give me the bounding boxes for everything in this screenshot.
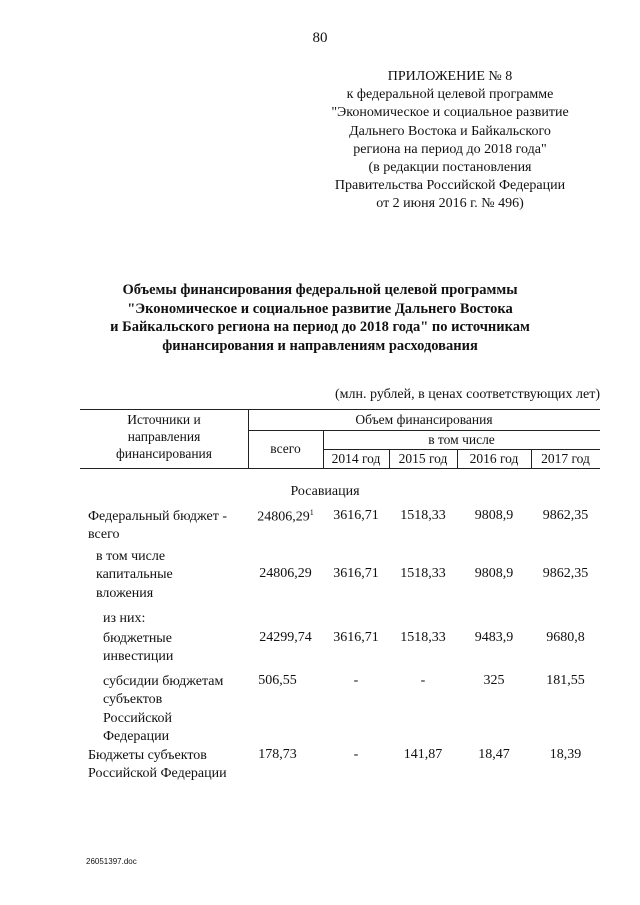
- row-value-2017: 18,39: [549, 747, 582, 762]
- header-including: в том числе: [428, 432, 495, 447]
- header-source-line: финансирования: [116, 446, 212, 461]
- header-rule: [80, 409, 600, 410]
- table-header: [80, 409, 600, 469]
- row-total: 24299,74: [259, 630, 312, 645]
- row-value-2017: 9862,35: [542, 566, 589, 581]
- document-title: [40, 281, 600, 355]
- row-value-2015: 1518,33: [400, 630, 446, 645]
- row-label-line: Российской Федерации: [88, 766, 227, 782]
- appendix-block: [300, 68, 600, 214]
- row-label-line: всего: [88, 527, 120, 543]
- header-rule: [80, 468, 600, 469]
- header-source-line: направления: [127, 429, 201, 444]
- appendix-line: от 2 июня 2016 г. № 496): [376, 196, 524, 212]
- row-total: 506,55: [258, 673, 297, 688]
- title-line: "Экономическое и социальное развитие Дальнего Востока: [127, 300, 513, 317]
- appendix-line: (в редакции постановления: [368, 160, 532, 176]
- row-value-2015: -: [420, 673, 426, 688]
- row-total: [248, 508, 323, 526]
- appendix-line: Правительства Российской Федерации: [334, 178, 566, 194]
- header-year-2016: 2016 год: [469, 451, 519, 466]
- row-value-2014: 3616,71: [333, 630, 379, 645]
- row-label-line: Бюджеты субъектов: [88, 748, 207, 763]
- footnote-marker: 1: [309, 508, 314, 517]
- appendix-line: региона на период до 2018 года": [353, 141, 547, 157]
- row-label: [103, 673, 223, 746]
- row-value-2017: 9680,8: [546, 630, 585, 645]
- row-label-line: капитальные: [96, 567, 173, 583]
- header-volume: Объем финансирования: [355, 412, 493, 427]
- row-label: [96, 548, 173, 603]
- row-label: [88, 747, 227, 784]
- row-label-line: инвестиции: [103, 649, 174, 665]
- row-label-line: субсидии бюджетам: [103, 674, 224, 689]
- row-value-2014: 3616,71: [333, 508, 379, 523]
- title-line: Объемы финансирования федеральной целевой программы: [122, 282, 518, 298]
- header-year-2015: 2015 год: [398, 451, 448, 466]
- appendix-line: ПРИЛОЖЕНИЕ № 8: [387, 69, 513, 84]
- units-note: (млн. рублей, в ценах соответствующих лет): [335, 387, 600, 402]
- section-heading: Росавиация: [290, 484, 360, 499]
- title-line: и Байкальского региона на период до 2018 года" по источникам: [110, 319, 530, 335]
- header-year-2017: 2017 год: [541, 451, 590, 466]
- row-value-2014: -: [353, 673, 359, 688]
- row-label-line: вложения: [96, 585, 154, 601]
- row-label: [103, 610, 145, 628]
- header-source-column: [80, 411, 248, 462]
- row-value-2016: 9808,9: [474, 566, 514, 581]
- row-label-line: в том числе: [96, 549, 166, 564]
- row-value-2016: 9483,9: [474, 630, 514, 645]
- row-value-2015: 141,87: [403, 747, 443, 762]
- appendix-line: "Экономическое и социальное развитие: [331, 105, 569, 121]
- row-total: 178,73: [258, 747, 297, 762]
- row-value-2016: 18,47: [478, 747, 510, 762]
- row-value-2017: 9862,35: [542, 508, 589, 523]
- header-year-2014: 2014 год: [331, 451, 381, 466]
- row-label-line: Федерации: [103, 728, 170, 744]
- row-label-line: субъектов: [103, 692, 163, 708]
- row-value-2014: -: [353, 747, 359, 762]
- page-number: 80: [312, 30, 328, 46]
- row-label-line: бюджетные: [103, 631, 172, 646]
- title-line: финансирования и направлениям расходования: [162, 337, 478, 354]
- row-label-line: Федеральный бюджет -: [88, 509, 228, 524]
- row-value-2015: 1518,33: [400, 508, 446, 523]
- appendix-line: к федеральной целевой программе: [346, 87, 554, 103]
- row-value-2016: 9808,9: [474, 508, 514, 523]
- row-label-line: из них:: [103, 611, 146, 626]
- row-total-value: 24806,29: [257, 509, 310, 525]
- header-source-line: Источники и: [127, 412, 201, 427]
- row-value-2017: 181,55: [546, 673, 585, 688]
- footer-file-code: 26051397.doc: [86, 857, 137, 866]
- row-label: [103, 630, 173, 667]
- row-total: 24806,29: [259, 566, 312, 581]
- row-label: [88, 508, 227, 545]
- row-value-2015: 1518,33: [400, 566, 446, 581]
- row-label-line: Российской: [103, 710, 172, 726]
- row-value-2016: 325: [483, 673, 505, 688]
- header-total: всего: [270, 441, 301, 456]
- row-value-2014: 3616,71: [333, 566, 379, 581]
- appendix-line: Дальнего Востока и Байкальского: [349, 123, 551, 139]
